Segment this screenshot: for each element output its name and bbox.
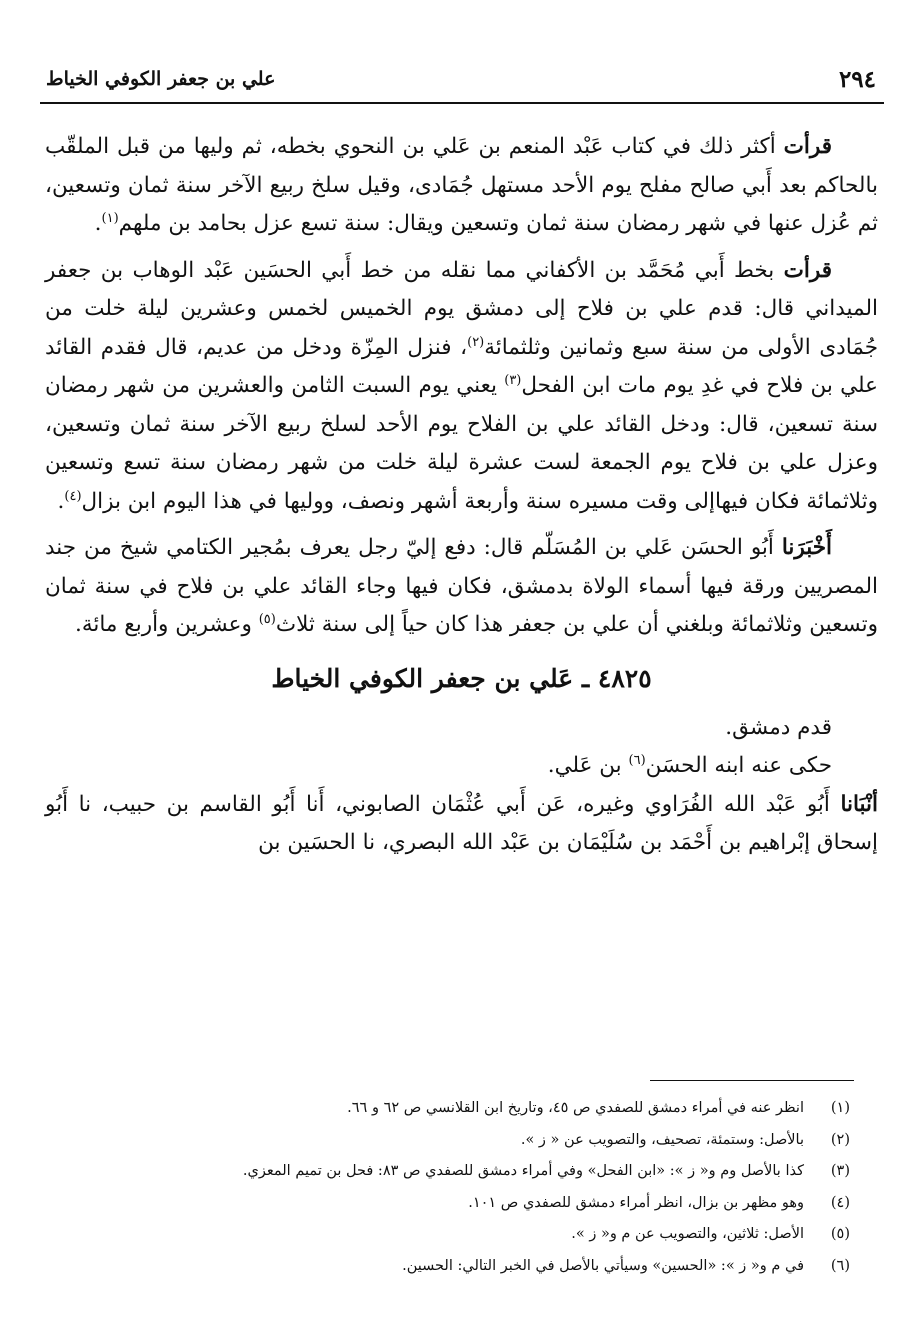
footnote-separator <box>650 1080 854 1081</box>
paragraph-text: أَبُو الحسَن عَلي بن المُسَلّم قال: دفع إليّ رجل يعرف بمُجير الكتامي شيخ من جند المصريين ورقة فيها أسماء الولاة بدمشق، فكان فيها وجاء القائد علي بن فلاح في سنة ثمان وتسعين وثلاثمائة وبلغني أن علي بن جعفر هذا كان حياً إلى سنة ثلاث <box>45 535 878 637</box>
footnote-number: (٣) <box>830 1163 850 1180</box>
footnote <box>60 1156 850 1188</box>
footnote-text: كذا بالأصل وم و« ز »: «ابن الفحل» وفي أمراء دمشق للصفدي ص ٨٣: فحل بن تميم المعزي. <box>242 1163 804 1180</box>
paragraph-4 <box>45 709 878 748</box>
footnote-marker: (٥) <box>258 611 276 627</box>
footnote-marker: (١) <box>101 210 119 226</box>
paragraph-text: أَبُو عَبْد الله الفُرَاوي وغيره، عَن أَبي عُثْمَان الصابوني، أَنا أَبُو القاسم بن حبيب، نا أَبُو إسحاق إبْراهيم بن أَحْمَد بن سُلَيْمَان بن عَبْد الله البصري، نا الحسَين بن <box>45 791 878 855</box>
paragraph-lead-word: أنْبَانا <box>840 791 878 817</box>
paragraph-text: حكى عنه ابنه الحسَن <box>645 753 832 778</box>
footnote-text: في م و« ز »: «الحسين» وسيأتي بالأصل في الخبر التالي: الحسين. <box>402 1257 804 1274</box>
running-header <box>40 62 884 102</box>
footnote-marker: (٣) <box>504 372 522 388</box>
footnote <box>60 1093 850 1125</box>
footnote <box>60 1125 850 1157</box>
footnote-number: (٦) <box>830 1257 850 1274</box>
paragraph-text: قدم دمشق. <box>725 714 832 740</box>
header-rule <box>40 102 884 104</box>
footnote-number: (٤) <box>830 1194 850 1211</box>
footnote <box>60 1251 850 1283</box>
footnotes <box>60 1093 850 1283</box>
footnote-number: (١) <box>830 1100 850 1116</box>
footnote-number: (٢) <box>830 1131 850 1148</box>
footnote-number: (٥) <box>830 1226 850 1243</box>
paragraph-end: . <box>57 488 65 514</box>
paragraph-text: بخط أَبي مُحَمَّد بن الأكفاني مما نقله من خط أَبي الحسَين عَبْد الوهاب بن جعفر الميداني قال: قدم علي بن فلاح إلى دمشق يوم الخميس لخمس وعشرين ليلة خلت من جُمَادى الأولى من سنة سبع وثمانين وثلثمائة <box>45 257 879 360</box>
footnote-marker: (٢) <box>467 334 485 350</box>
paragraph-6 <box>45 786 878 863</box>
paragraph-text: يعني يوم السبت الثامن والعشرين من شهر رمضان سنة تسعين، قال: ودخل القائد علي بن الفلاح يوم الأحد لسلخ ربيع الآخر سنة ثمان وتسعين، وعزل علي بن فلاح يوم الجمعة لست عشرة ليلة خلت من شهر رمضان سنة تسع وتسعين وثلاثمائة فكان فيهاإلى وقت مسيره سنة وأربعة أشهر ونصف، ووليها في هذا اليوم ابن بزال <box>45 373 878 514</box>
paragraph-1 <box>45 128 878 244</box>
footnote-marker: (٤) <box>64 488 82 504</box>
paragraph-2 <box>45 252 878 522</box>
entry-heading: ٤٨٢٥ ـ عَلي بن جعفر الكوفي الخياط <box>271 663 652 693</box>
paragraph-end: . <box>94 211 102 236</box>
paragraph-text: ، فنزل المِزّة ودخل من عديم، قال فقدم القائد علي بن فلاح في غدِ يوم مات ابن الفحل <box>45 334 878 398</box>
footnote <box>60 1188 850 1220</box>
footnote <box>60 1219 850 1251</box>
footnote-text: بالأصل: وستمئة، تصحيف، والتصويب عن « ز ». <box>520 1131 804 1148</box>
paragraph-text: بن عَلي. <box>547 753 629 778</box>
footnote-text: الأصل: ثلاثين، والتصويب عن م و« ز ». <box>571 1226 804 1243</box>
paragraph-lead-word: قرأت <box>783 257 832 283</box>
paragraph-text: وعشرين وأربع مائة. <box>75 612 259 637</box>
paragraph-text: أكثر ذلك في كتاب عَبْد المنعم بن عَلي بن النحوي بخطه، ثم وليها من قبل الملقّب بالحاكم بعد أَبي صالح مفلح يوم الأحد مستهل جُمَادى، وقيل سلخ ربيع الآخر سنة ثمان وتسعين، ثم عُزل عنها في شهر رمضان سنة ثمان وتسعين ويقال: سنة تسع عزل بحامد بن ملهم <box>45 134 878 236</box>
footnote-text: انظر عنه في أمراء دمشق للصفدي ص ٤٥، وتاريخ ابن القلانسي ص ٦٢ و ٦٦. <box>347 1100 804 1116</box>
paragraph-5 <box>45 747 878 786</box>
footnote-text: وهو مظهر بن بزال، انظر أمراء دمشق للصفدي ص ١٠١. <box>468 1194 804 1211</box>
paragraph-lead-word: قرأت <box>783 134 832 159</box>
paragraph-3 <box>45 529 878 645</box>
running-title: علي بن جعفر الكوفي الخياط <box>46 68 276 90</box>
footnote-marker: (٦) <box>628 752 646 768</box>
paragraph-lead-word: أَخْبَرَنا <box>781 535 832 560</box>
page-number: ٢٩٤ <box>838 66 876 93</box>
main-text <box>45 128 878 863</box>
